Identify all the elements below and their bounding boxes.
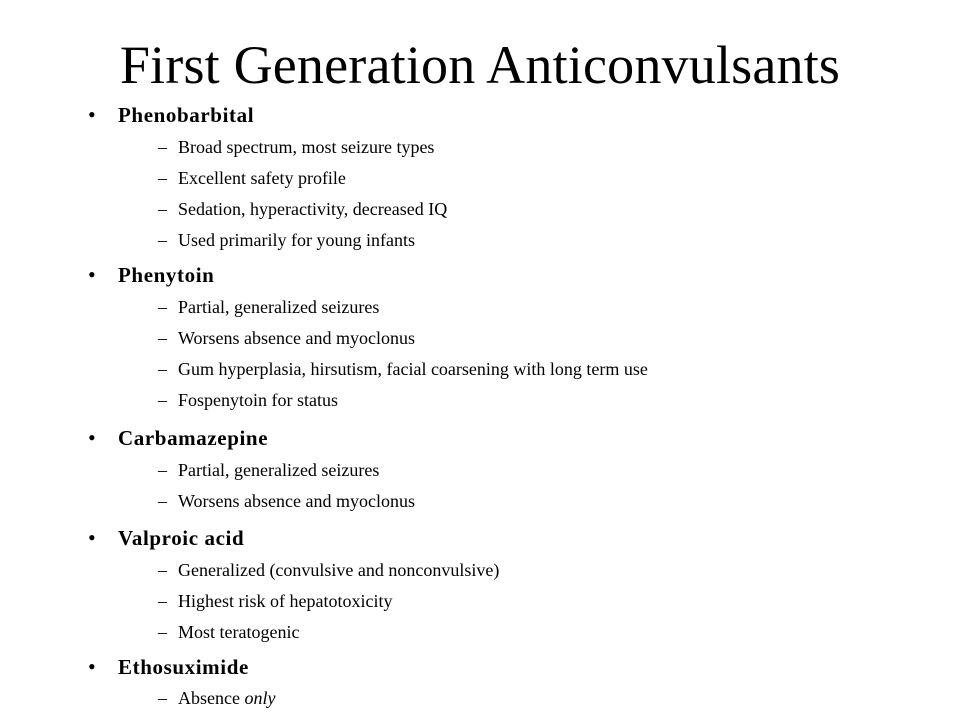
drug-heading [88, 650, 908, 684]
drug-section-carbamazepine [88, 421, 908, 517]
bullet-icon: • [88, 262, 96, 287]
drug-name: Valproic acid [118, 525, 245, 550]
dash-icon: – [158, 230, 167, 250]
dash-icon: – [158, 328, 167, 348]
drug-point: – Worsens absence and myoclonus [158, 491, 415, 511]
drug-name: Phenobarbital [118, 102, 255, 127]
dash-icon: – [158, 687, 167, 708]
drug-point: – Partial, generalized seizures [158, 460, 380, 480]
drug-point: – Partial, generalized seizures [158, 297, 380, 317]
bullet-icon: • [88, 654, 96, 679]
dash-icon: – [158, 168, 167, 188]
drug-points [88, 292, 908, 416]
drug-section-valproic-acid [88, 521, 908, 648]
dash-icon: – [158, 560, 167, 580]
drug-point: – Absence only [158, 687, 276, 708]
drug-heading [88, 421, 908, 455]
dash-icon: – [158, 137, 167, 157]
drug-points [88, 132, 908, 256]
bullet-icon: • [88, 425, 96, 450]
bullet-icon: • [88, 102, 96, 127]
bullet-icon: • [88, 525, 96, 550]
drug-point: – Sedation, hyperactivity, decreased IQ [158, 199, 448, 219]
drug-heading [88, 521, 908, 555]
dash-icon: – [158, 460, 167, 480]
drug-heading [88, 258, 908, 292]
drug-point: – Fospenytoin for status [158, 390, 338, 410]
drug-section-ethosuximide [88, 650, 908, 712]
dash-icon: – [158, 297, 167, 317]
drug-point: – Excellent safety profile [158, 168, 346, 188]
drug-point: – Most teratogenic [158, 622, 300, 642]
drug-name: Ethosuximide [118, 654, 249, 679]
drug-point: – Used primarily for young infants [158, 230, 415, 250]
dash-icon: – [158, 591, 167, 611]
drug-name: Carbamazepine [118, 425, 269, 450]
drug-points [88, 555, 908, 648]
dash-icon: – [158, 622, 167, 642]
drug-point: – Generalized (convulsive and nonconvulsive) [158, 560, 500, 580]
dash-icon: – [158, 199, 167, 219]
drug-point: – Gum hyperplasia, hirsutism, facial coarsening with long term use [158, 359, 648, 379]
drug-heading [88, 98, 908, 132]
drug-point: – Highest risk of hepatotoxicity [158, 591, 393, 611]
drug-point: – Broad spectrum, most seizure types [158, 137, 435, 157]
drug-section-phenytoin [88, 258, 908, 416]
dash-icon: – [158, 390, 167, 410]
emphasis-text: only [244, 687, 276, 708]
drug-points [88, 455, 908, 517]
drug-section-phenobarbital [88, 98, 908, 256]
dash-icon: – [158, 491, 167, 511]
drug-points [88, 684, 908, 712]
slide-title: First Generation Anticonvulsants [119, 35, 841, 95]
drug-name: Phenytoin [118, 262, 215, 287]
drug-point: – Worsens absence and myoclonus [158, 328, 415, 348]
dash-icon: – [158, 359, 167, 379]
